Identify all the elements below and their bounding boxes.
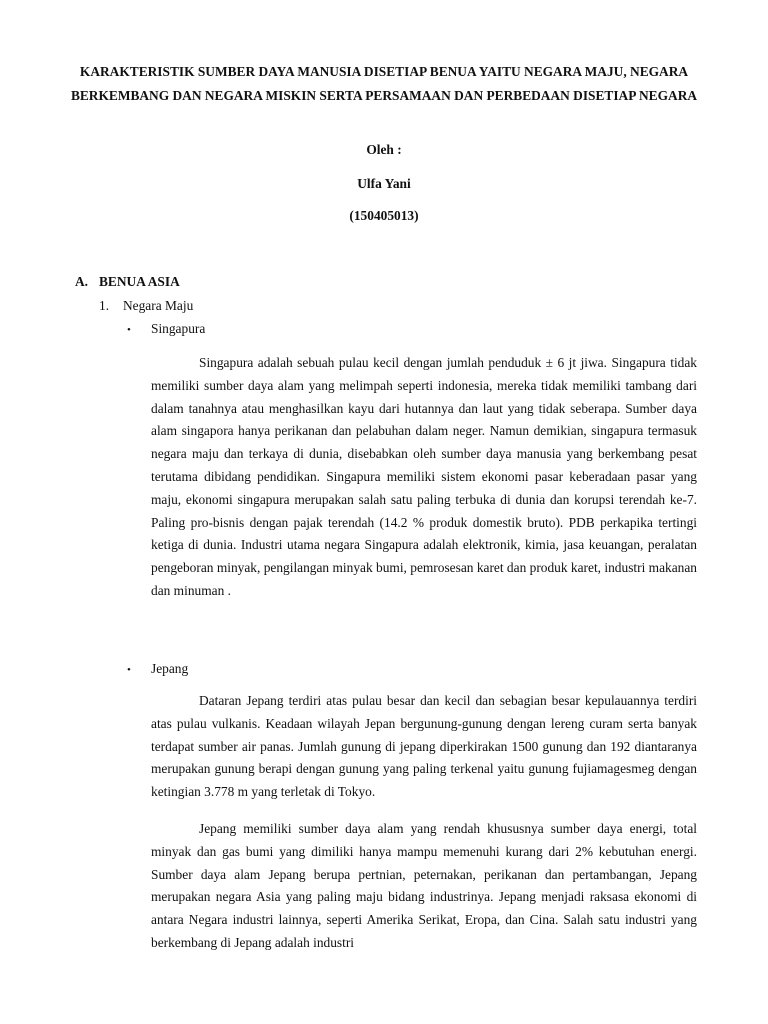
document-title: KARAKTERISTIK SUMBER DAYA MANUSIA DISETIAP BENUA YAITU NEGARA MAJU, NEGARA BERKEMBANG DAN NEGARA MISKIN SERTA PERSAMAAN DAN PERBEDAAN DISETIAP NEGARA (70, 64, 698, 103)
paragraph-jepang-2: Jepang memiliki sumber daya alam yang rendah khususnya sumber daya energi, total minyak dan gas bumi yang dimiliki hanya mampu memenuhi kurang dari 2% kebutuhan energi. Sumber daya alam Jepang berupa pertnian, peternakan, perikanan dan pertambangan, Jepang merupakan negara Asia yang paling maju bidang industrinya. Jepang menjadi raksasa ekonomi di antara Negara industri lainnya, seperti Amerika Serikat, Eropa, dan Cina. Salah satu industri yang berkembang di Jepang adalah industri (151, 821, 697, 950)
paragraph-singapura: Singapura adalah sebuah pulau kecil dengan jumlah penduduk ± 6 jt jiwa. Singapura tidak memiliki sumber daya alam yang melimpah seperti indonesia, mereka tidak memiliki tambang dari dalam tanahnya atau menghasilkan kayu dari hutannya dan laut yang tidak seberapa. Sumber daya alam singapora hanya perikanan dan pelabuhan dalam neger. Namun demikian, singapura termasuk negara maju dan terkaya di dunia, disebabkan oleh sumber daya manusia yang berkembang pesat terutama dibidang pendidikan. Singapura memiliki sistem ekonomi pasar keberadaan pasar yang maju, ekonomi singapura merupakan salah satu paling terbuka di dunia dan korupsi terendah ke-7. Paling pro-bisnis dengan pajak terendah (14.2 % produk domestik bruto). PDB perkapika tertingi ketiga di dunia. Industri utama negara Singapura adalah elektronik, kimia, jasa keuangan, peralatan pengeboran minyak, pengilangan minyak bumi, pemrosesan karet dan produk karet, industri makanan dan minuman . (151, 355, 697, 598)
author-name: Ulfa Yani (357, 176, 411, 191)
paragraph-jepang-1: Dataran Jepang terdiri atas pulau besar dan kecil dan sebagian besar kepulauannya terdiri atas pulau vulkanis. Keadaan wilayah Jepan bergunung-gunung dengan lereng curam serta banyak terdapat sumber air panas. Jumlah gunung di jepang diperkirakan 1500 gunung dan 192 diantaranya merupakan gunung berapi dengan gunung yang paling terkenal yaitu gunung fujiamagesmeg dengan ketingian 3.778 m yang terletak di Tokyo. (151, 693, 697, 800)
bullet-jepang (127, 661, 188, 677)
bullet-marker: • (127, 664, 131, 676)
bullet-label: Jepang (151, 661, 189, 676)
section-heading (75, 274, 180, 290)
subsection-number: 1. (99, 298, 110, 313)
student-id: (150405013) (349, 208, 419, 223)
bullet-marker: • (127, 324, 131, 336)
section-letter: A. (75, 274, 89, 289)
bullet-singapura (127, 321, 205, 337)
subsection-title: Negara Maju (123, 298, 194, 313)
section-title: BENUA ASIA (99, 274, 180, 289)
subsection-heading (99, 298, 193, 314)
bullet-label: Singapura (151, 321, 206, 336)
by-label: Oleh : (366, 142, 402, 157)
